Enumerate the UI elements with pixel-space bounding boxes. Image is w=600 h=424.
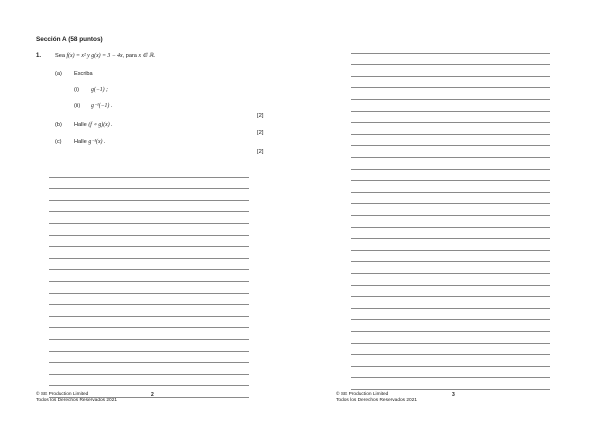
answer-line xyxy=(49,362,249,363)
answer-line xyxy=(351,366,550,367)
answer-line xyxy=(49,269,249,270)
answer-line xyxy=(351,53,550,54)
answer-line xyxy=(351,308,550,309)
part-a-text: Escriba xyxy=(74,71,93,77)
answer-line xyxy=(49,397,249,398)
sub-i-label: (i) xyxy=(74,87,79,93)
answer-line xyxy=(351,64,550,65)
marks-label: [2] xyxy=(257,149,264,155)
answer-line xyxy=(351,145,550,146)
sub-ii-label: (ii) xyxy=(74,103,81,109)
part-a-label: (a) xyxy=(55,71,62,77)
answer-line xyxy=(351,319,550,320)
answer-line xyxy=(351,250,550,251)
page-number: 3 xyxy=(452,392,455,398)
answer-line xyxy=(351,331,550,332)
answer-line xyxy=(49,327,249,328)
answer-line xyxy=(351,215,550,216)
answer-line xyxy=(49,223,249,224)
answer-line xyxy=(49,188,249,189)
answer-line xyxy=(351,99,550,100)
answer-line xyxy=(351,343,550,344)
page-number: 2 xyxy=(151,392,154,398)
part-c-label: (c) xyxy=(55,139,62,145)
answer-line xyxy=(49,258,249,259)
answer-line xyxy=(351,169,550,170)
answer-line xyxy=(351,122,550,123)
answer-line xyxy=(49,374,249,375)
answer-line xyxy=(351,203,550,204)
stem-end: . xyxy=(153,53,156,59)
question-stem xyxy=(55,53,155,59)
answer-line xyxy=(49,351,249,352)
marks-label: [2] xyxy=(257,113,264,119)
answer-line xyxy=(351,192,550,193)
answer-line xyxy=(351,157,550,158)
section-title: Sección A (58 puntos) xyxy=(36,36,103,43)
answer-line xyxy=(49,235,249,236)
answer-line xyxy=(351,389,550,390)
answer-line xyxy=(351,134,550,135)
stem-suffix: , para xyxy=(122,53,137,59)
marks-label: [2] xyxy=(257,130,264,136)
answer-line xyxy=(351,87,550,88)
answer-line xyxy=(49,316,249,317)
part-b-label: (b) xyxy=(55,122,62,128)
answer-line xyxy=(351,273,550,274)
answer-line xyxy=(351,261,550,262)
answer-line xyxy=(351,111,550,112)
question-number: 1. xyxy=(36,53,42,59)
part-b-text: Halle (f ∘ g)(x) . xyxy=(74,122,113,128)
stem-g: g(x) = 3 − 4x xyxy=(91,53,123,59)
answer-line xyxy=(49,385,249,386)
copyright-footer: © SE Production Limited Todos los Derechos Reservados 2021 xyxy=(36,392,118,404)
answer-line xyxy=(351,285,550,286)
answer-line xyxy=(49,246,249,247)
answer-line xyxy=(49,339,249,340)
sub-i-math: g(−1) ; xyxy=(91,87,108,93)
answer-line xyxy=(351,377,550,378)
answer-line xyxy=(49,281,249,282)
answer-line xyxy=(351,227,550,228)
stem-prefix: Sea xyxy=(55,53,65,59)
answer-line xyxy=(351,238,550,239)
copyright-footer: © SE Production Limited Todos los Derechos Reservados 2021 xyxy=(336,392,418,404)
stem-domain: x ∈ ℝ xyxy=(138,53,154,59)
answer-line xyxy=(49,211,249,212)
stem-f: f(x) = x² y xyxy=(66,53,90,59)
answer-line xyxy=(49,304,249,305)
answer-line xyxy=(351,76,550,77)
answer-line xyxy=(49,200,249,201)
answer-line xyxy=(351,354,550,355)
answer-line xyxy=(351,296,550,297)
sub-ii-math: g⁻¹(−1) . xyxy=(91,103,113,109)
answer-line xyxy=(49,293,249,294)
answer-line xyxy=(351,180,550,181)
answer-line xyxy=(49,177,249,178)
part-c-text: Halle g⁻¹(x) . xyxy=(74,139,106,145)
